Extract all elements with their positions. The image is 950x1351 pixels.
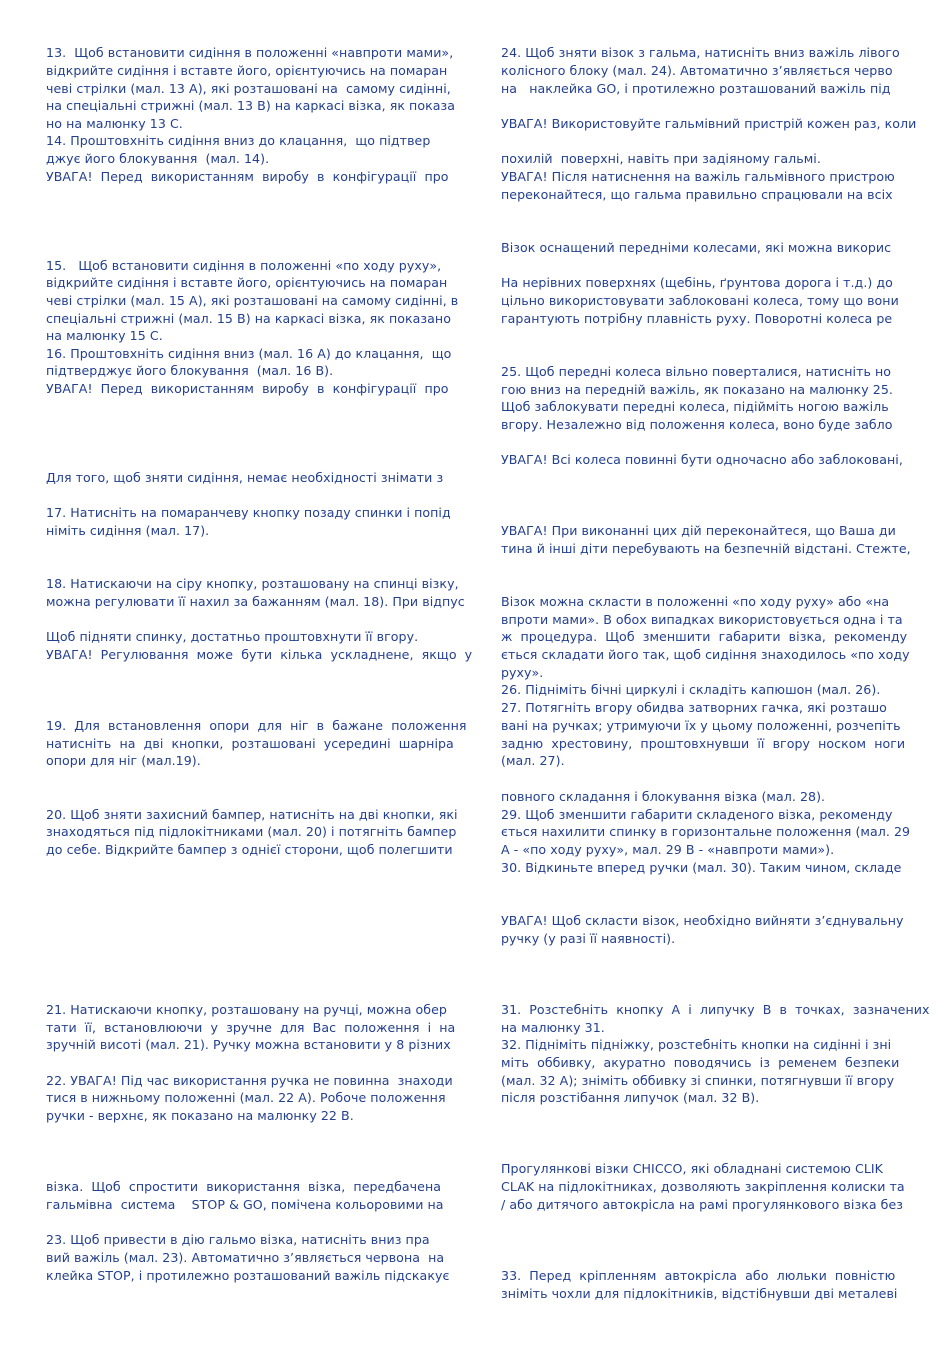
text-line: задню хрестовину, проштовхнувши її вгору носком ноги [501, 736, 906, 751]
text-line: переконайтеся, що гальма правильно спрацювали на всіх [501, 187, 893, 202]
text-line: Прогулянкові візки CHICCO, які обладнані системою CLIK [501, 1161, 883, 1176]
text-line: 31. Розстебніть кнопку A і липучку B в точках, зазначених [501, 1002, 930, 1017]
text-line: на малюнку 15 C. [46, 328, 163, 343]
text-line: вані на ручках; утримуючи їх у цьому положенні, розчепіть [501, 718, 901, 733]
text-line: 23. Щоб привести в дію гальмо візка, натисніть вниз пра [46, 1232, 430, 1247]
text-line: 19. Для встановлення опори для ніг в бажане положення [46, 718, 467, 733]
text-line: знаходяться під підлокітниками (мал. 20) і потягніть бампер [46, 824, 457, 839]
text-line: чеві стрілки (мал. 15 A), які розташовані на самому сидінні, в [46, 293, 459, 308]
text-line: На нерівних поверхнях (щебінь, ґрунтова дорога і т.д.) до [501, 275, 893, 290]
text-line: на малюнку 31. [501, 1020, 605, 1035]
text-line: 26. Підніміть бічні циркулі і складіть капюшон (мал. 26). [501, 682, 881, 697]
text-line: 15. Щоб встановити сидіння в положенні «по ходу руху», [46, 258, 442, 273]
text-line: відкрийте сидіння і вставте його, орієнтуючись на помаран [46, 63, 448, 78]
text-line: після розстібання липучок (мал. 32 B). [501, 1090, 760, 1105]
text-line: 30. Відкиньте вперед ручки (мал. 30). Таким чином, складе [501, 860, 902, 875]
text-line: / або дитячого автокрісла на рамі прогулянкового візка без [501, 1197, 904, 1212]
text-line: УВАГА! Використовуйте гальмівний пристрій кожен раз, коли [501, 116, 917, 131]
text-line: тися в нижньому положенні (мал. 22 A). Робоче положення [46, 1090, 446, 1105]
text-line: A - «по ходу руху», мал. 29 B - «навпроти мами»). [501, 842, 835, 857]
text-line: Щоб підняти спинку, достатньо проштовхнути її вгору. [46, 629, 419, 644]
text-line: 27. Потягніть вгору обидва затворних гачка, які розташо [501, 700, 887, 715]
text-line: підтверджує його блокування (мал. 16 B). [46, 363, 334, 378]
text-line: 32. Підніміть підніжку, розстебніть кнопки на сидінні і зні [501, 1037, 892, 1052]
text-line: Для того, щоб зняти сидіння, немає необхідності знімати з [46, 470, 444, 485]
text-line: тина й інші діти перебувають на безпечній відстані. Стежте, [501, 541, 911, 556]
text-line: УВАГА! Щоб скласти візок, необхідно вийняти з’єднувальну [501, 913, 904, 928]
text-line: ручку (у разі її наявності). [501, 931, 676, 946]
text-line: но на малюнку 13 C. [46, 116, 183, 131]
text-line: 25. Щоб передні колеса вільно поверталися, натисніть но [501, 364, 892, 379]
text-line: 24. Щоб зняти візок з гальма, натисніть вниз важіль лівого [501, 45, 900, 60]
text-line: Візок оснащений передніми колесами, які можна викорис [501, 240, 892, 255]
text-line: CLAK на підлокітниках, дозволяють закріплення колиски та [501, 1179, 905, 1194]
text-line: можна регулювати її нахил за бажанням (мал. 18). При відпус [46, 594, 465, 609]
text-line: 22. УВАГА! Під час використання ручка не повинна знаходи [46, 1073, 453, 1088]
text-line: 14. Проштовхніть сидіння вниз до клацання, що підтвер [46, 133, 431, 148]
text-line: похилій поверхні, навіть при задіяному гальмі. [501, 151, 821, 166]
text-line: 18. Натискаючи на сіру кнопку, розташовану на спинці візку, [46, 576, 459, 591]
text-line: (мал. 32 A); зніміть оббивку зі спинки, потягнувши її вгору [501, 1073, 895, 1088]
text-line: спеціальні стрижні (мал. 15 B) на каркасі візка, як показано [46, 311, 451, 326]
text-line: гою вниз на передній важіль, як показано на малюнку 25. [501, 382, 893, 397]
text-line: 17. Натисніть на помаранчеву кнопку позаду спинки і попід [46, 505, 451, 520]
text-line: УВАГА! Перед використанням виробу в конфігурації про [46, 169, 449, 184]
text-line: зручній висоті (мал. 21). Ручку можна встановити у 8 різних [46, 1037, 451, 1052]
text-line: ручки - верхнє, як показано на малюнку 22 B. [46, 1108, 354, 1123]
text-line: 21. Натискаючи кнопку, розташовану на ручці, можна обер [46, 1002, 447, 1017]
text-line: колісного блоку (мал. 24). Автоматично з’являється черво [501, 63, 893, 78]
text-line: впроти мами». В обох випадках використовується одна і та [501, 612, 903, 627]
text-line: 20. Щоб зняти захисний бампер, натисніть на дві кнопки, які [46, 807, 458, 822]
text-line: ж процедура. Щоб зменшити габарити візка, рекоменду [501, 629, 908, 644]
text-line: на наклейка GO, і протилежно розташований важіль під [501, 81, 891, 96]
text-line: (мал. 27). [501, 753, 565, 768]
text-line: опори для ніг (мал.19). [46, 753, 201, 768]
text-line: вгору. Незалежно від положення колеса, воно буде забло [501, 417, 893, 432]
text-line: відкрийте сидіння і вставте його, орієнтуючись на помаран [46, 275, 448, 290]
text-line: натисніть на дві кнопки, розташовані усередині шарніра [46, 736, 454, 751]
text-line: повного складання і блокування візка (мал. 28). [501, 789, 826, 804]
text-line: зніміть чохли для підлокітників, відстібнувши дві металеві [501, 1286, 898, 1301]
text-line: цільно використовувати заблоковані колеса, тому що вони [501, 293, 899, 308]
text-line: руху». [501, 665, 544, 680]
text-line: УВАГА! Перед використанням виробу в конфігурації про [46, 381, 449, 396]
text-line: гарантують потрібну плавність руху. Поворотні колеса ре [501, 311, 893, 326]
text-line: гальмівна система STOP & GO, помічена кольоровими на [46, 1197, 444, 1212]
text-line: клейка STOP, і протилежно розташований важіль підскакує [46, 1268, 450, 1283]
text-line: УВАГА! При виконанні цих дій переконайтеся, що Ваша ди [501, 523, 896, 538]
text-line: 13. Щоб встановити сидіння в положенні «навпроти мами», [46, 45, 454, 60]
text-line: на спеціальні стрижні (мал. 13 B) на каркасі візка, як показа [46, 98, 456, 113]
text-line: Візок можна скласти в положенні «по ходу руху» або «на [501, 594, 890, 609]
text-line: німіть сидіння (мал. 17). [46, 523, 210, 538]
text-line: джує його блокування (мал. 14). [46, 151, 270, 166]
text-line: 16. Проштовхніть сидіння вниз (мал. 16 A) до клацання, що [46, 346, 452, 361]
text-line: до себе. Відкрийте бампер з однієї сторони, щоб полегшити [46, 842, 453, 857]
text-line: УВАГА! Регулювання може бути кілька ускладнене, якщо у [46, 647, 473, 662]
text-line: візка. Щоб спростити використання візка, передбачена [46, 1179, 442, 1194]
text-line: тати її, встановлюючи у зручне для Вас положення і на [46, 1020, 456, 1035]
text-line: вий важіль (мал. 23). Автоматично з’являється червона на [46, 1250, 445, 1265]
text-line: міть оббивку, акуратно поводячись із ременем безпеки [501, 1055, 900, 1070]
text-line: УВАГА! Після натиснення на важіль гальмівного пристрою [501, 169, 895, 184]
text-line: 33. Перед кріпленням автокрісла або люльки повністю [501, 1268, 896, 1283]
text-line: ється нахилити спинку в горизонтальне положення (мал. 29 [501, 824, 911, 839]
text-line: чеві стрілки (мал. 13 A), які розташовані на самому сидінні, [46, 81, 451, 96]
text-line: 29. Щоб зменшити габарити складеного візка, рекоменду [501, 807, 893, 822]
text-line: УВАГА! Всі колеса повинні бути одночасно або заблоковані, [501, 452, 903, 467]
text-line: Щоб заблокувати передні колеса, підійміть ногою важіль [501, 399, 889, 414]
text-line: ється складати його так, щоб сидіння знаходилось «по ходу [501, 647, 910, 662]
